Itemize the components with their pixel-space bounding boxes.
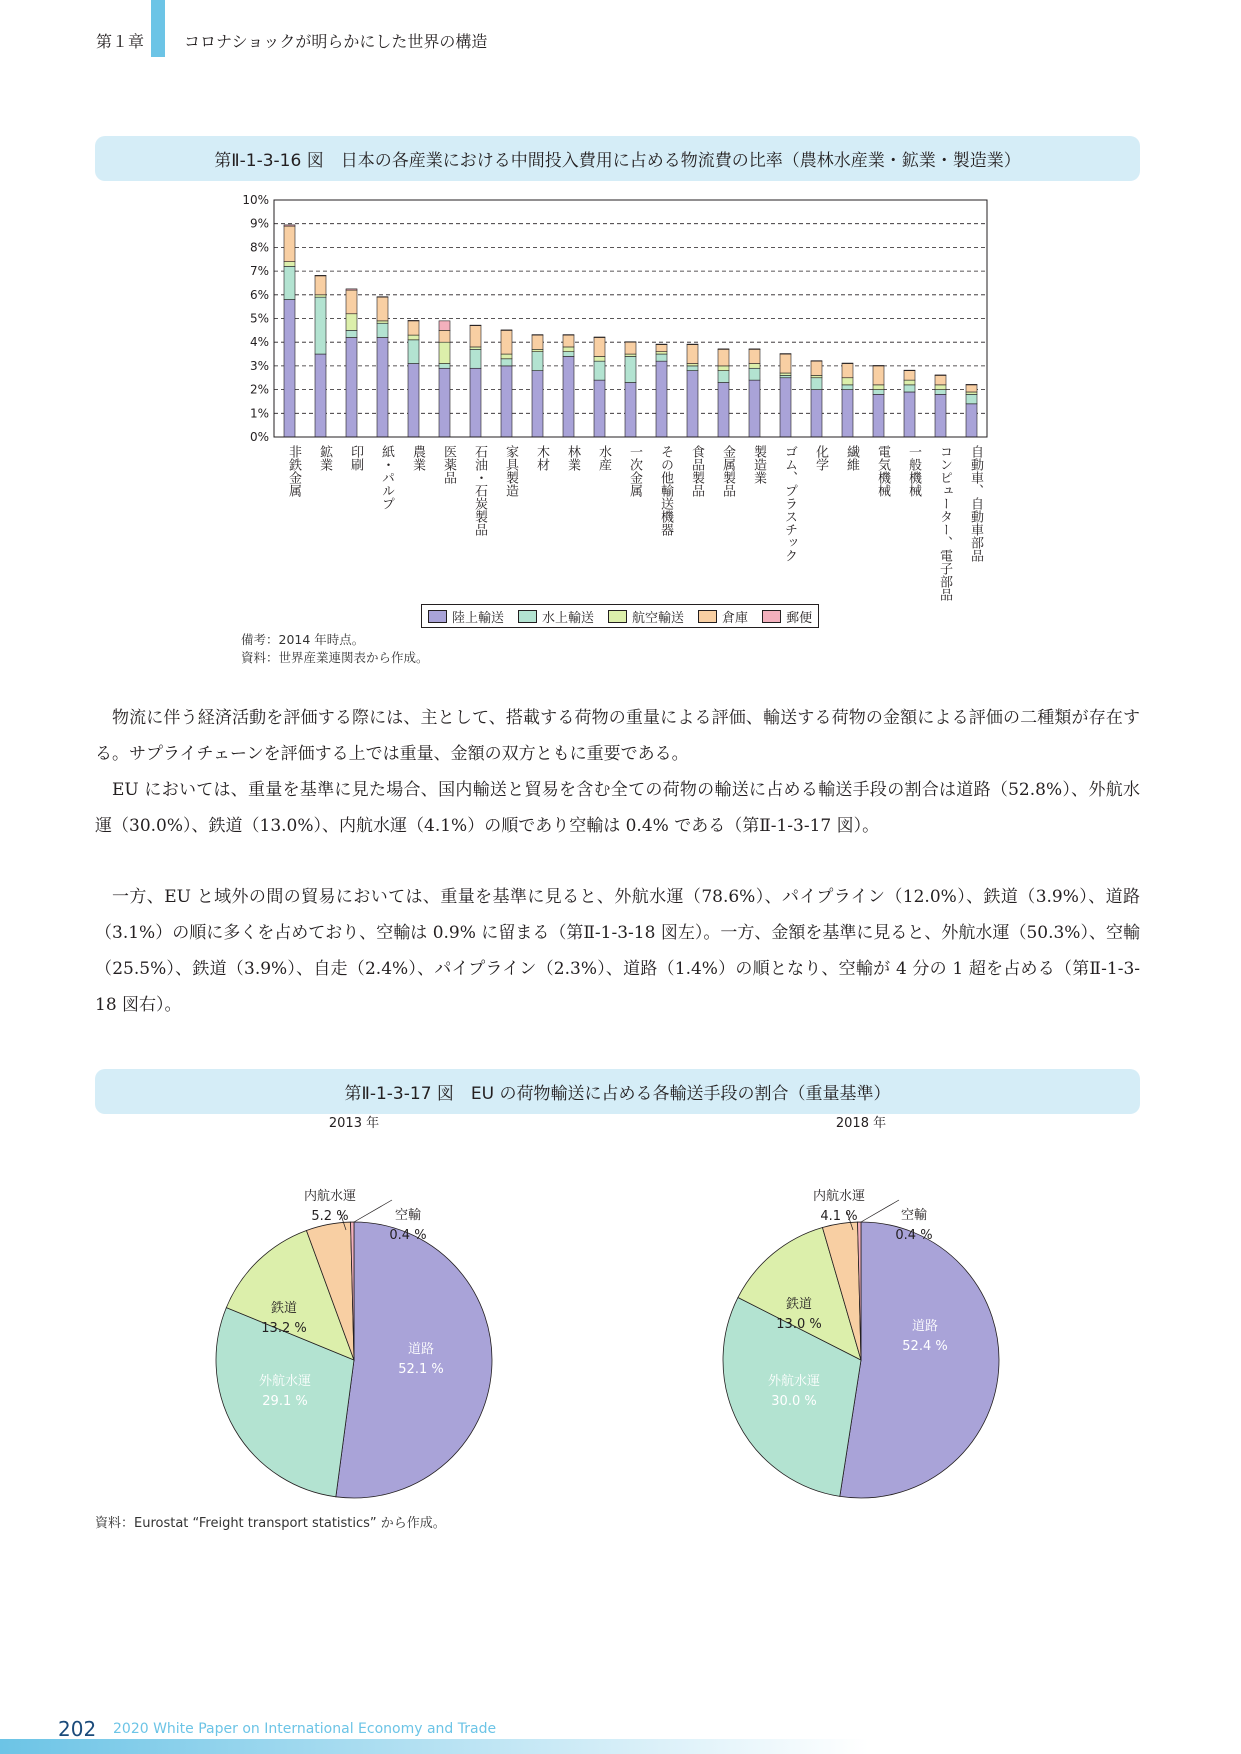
legend-item	[698, 607, 748, 626]
chapter-label: 第１章	[96, 32, 145, 51]
category-label: 印刷	[348, 445, 363, 471]
legend-label: 陸上輸送	[452, 610, 505, 626]
pie-slice-name: 外航水運	[258, 1374, 312, 1389]
paragraph-3: 一方、EU と域外の間の貿易においては、重量を基準に見ると、外航水運（78.6%）、パイプライン（12.0%）、鉄道（3.9%）、道路（3.1%）の順に多くを占めており、空輸は 0.9% に留まる（第Ⅱ-1-3-18 図左）。一方、金額を基準に見ると、外航水運（50.3%）、空輸（25.5%）、鉄道（3.9%）、自走（2.4%）、パイプライン（2.3%）、道路（1.4%）の順となり、空輸が 4 分の 1 超を占める（第Ⅱ-1-3-18 図右）。	[95, 887, 1140, 1015]
legend-label: 航空輸送	[632, 610, 685, 626]
category-label: 一次金属	[627, 445, 642, 497]
bar-segment	[749, 368, 760, 380]
bar-segment	[563, 352, 574, 357]
bar-segment	[284, 225, 295, 226]
bar-segment	[687, 345, 698, 364]
bar-segment	[625, 342, 636, 354]
pie-slice-value: 5.2 %	[311, 1209, 349, 1224]
legend-label: 郵便	[786, 610, 813, 626]
bar-segment	[346, 290, 357, 314]
bar-segment	[408, 340, 419, 364]
bar-segment	[873, 385, 884, 390]
bar-segment	[346, 289, 357, 290]
paragraph-2: EU においては、重量を基準に見た場合、国内輸送と貿易を含む全ての荷物の輸送に占める輸送手段の割合は道路（52.8%）、外航水運（30.0%）、鉄道（13.0%）、内航水運（4.1%）の順であり空輸は 0.4% である（第Ⅱ-1-3-17 図）。	[95, 780, 1140, 836]
bar-segment	[532, 371, 543, 437]
bar-chart	[0, 0, 1241, 660]
y-tick-label: 1%	[249, 406, 269, 421]
bar-segment	[439, 321, 450, 330]
bar-segment	[346, 330, 357, 337]
figure16-title: 第Ⅱ-1-3-16 図 日本の各産業における中間投入費用に占める物流費の比率（農林水産業・鉱業・製造業）	[95, 136, 1140, 181]
bar-segment	[749, 380, 760, 437]
pie-slice-name: 空輸	[900, 1208, 928, 1223]
bar-segment	[811, 361, 822, 375]
figure16-source: 資料：世界産業連関表から作成。	[241, 650, 429, 665]
bar-segment	[935, 375, 946, 384]
bar-segment	[563, 335, 574, 347]
bar-segment	[377, 323, 388, 337]
y-tick-label: 7%	[249, 264, 269, 279]
legend-label: 水上輸送	[542, 610, 595, 626]
pie-charts	[0, 1110, 1241, 1530]
pie-slice	[840, 1222, 999, 1498]
bar-segment	[842, 390, 853, 437]
y-tick-label: 9%	[249, 216, 269, 231]
bar-segment	[656, 352, 667, 354]
category-label: 食品製品	[689, 445, 704, 497]
bar-segment	[811, 390, 822, 437]
bar-segment	[470, 349, 481, 368]
bar-segment	[346, 337, 357, 437]
legend-label: 倉庫	[722, 610, 749, 626]
pie-slice-value: 4.1 %	[820, 1209, 858, 1224]
category-label: その他輸送機器	[658, 445, 673, 536]
legend-item	[608, 607, 684, 626]
bar-segment	[935, 390, 946, 395]
bar-segment	[594, 337, 605, 356]
footer-band	[0, 1739, 1241, 1754]
y-tick-label: 5%	[249, 311, 269, 326]
bar-segment	[625, 354, 636, 356]
bar-segment	[904, 385, 915, 392]
bar-segment	[346, 314, 357, 331]
bar-segment	[315, 354, 326, 437]
bar-segment	[470, 347, 481, 349]
y-tick-label: 0%	[249, 430, 269, 444]
bar-segment	[594, 361, 605, 380]
bar-segment	[439, 364, 450, 369]
category-label: 製造業	[751, 445, 766, 484]
bar-segment	[687, 364, 698, 366]
bar-segment	[377, 321, 388, 323]
category-label: 木材	[534, 445, 549, 471]
bar-segment	[811, 375, 822, 377]
bar-segment	[966, 394, 977, 403]
bar-segment	[656, 361, 667, 437]
pie-slice-name: 道路	[911, 1319, 939, 1334]
y-tick-label: 2%	[249, 382, 269, 397]
legend-item	[762, 607, 812, 626]
category-label: ゴム、プラスチック	[782, 445, 797, 562]
bar-segment	[284, 300, 295, 437]
legend-swatch	[518, 610, 537, 623]
legend-item	[518, 607, 594, 626]
bar-segment	[532, 352, 543, 371]
pie-slice-name: 鉄道	[785, 1297, 813, 1312]
paragraph-1: 物流に伴う経済活動を評価する際には、主として、搭載する荷物の重量による評価、輸送する荷物の金額による評価の二種類が存在する。サプライチェーンを評価する上では重量、金額の双方ともに重要である。	[95, 708, 1140, 764]
bar-segment	[966, 385, 977, 392]
bar-segment	[780, 375, 791, 377]
bar-segment	[935, 385, 946, 390]
bar-segment	[904, 371, 915, 380]
pie-slice-value: 0.4 %	[389, 1228, 427, 1243]
pie-slice-value: 29.1 %	[262, 1394, 308, 1409]
category-label: 家具製造	[503, 445, 518, 497]
legend-swatch	[698, 610, 717, 623]
category-label: 非鉄金属	[286, 445, 301, 497]
bar-segment	[532, 335, 543, 349]
category-label: 水産	[596, 445, 611, 471]
bar-segment	[501, 330, 512, 354]
bar-segment	[780, 373, 791, 375]
bar-segment	[284, 262, 295, 267]
bar-segment	[501, 359, 512, 366]
bar-segment	[377, 337, 388, 437]
bar-segment	[718, 382, 729, 437]
bar-segment	[811, 378, 822, 390]
legend-swatch	[608, 610, 627, 623]
category-label: 繊維	[844, 445, 859, 471]
bar-segment	[625, 382, 636, 437]
bar-segment	[904, 392, 915, 437]
bar-segment	[439, 368, 450, 437]
bar-segment	[625, 356, 636, 382]
figure17-title: 第Ⅱ-1-3-17 図 EU の荷物輸送に占める各輸送手段の割合（重量基準）	[95, 1069, 1140, 1114]
category-label: 自動車、自動車部品	[968, 445, 983, 562]
bar-segment	[656, 354, 667, 361]
pie-slice-value: 13.0 %	[776, 1317, 822, 1332]
bar-segment	[935, 394, 946, 437]
bar-segment	[904, 380, 915, 385]
bar-segment	[780, 354, 791, 373]
bar-segment	[780, 378, 791, 437]
pie-slice-value: 52.1 %	[398, 1362, 444, 1377]
category-label: 農業	[410, 445, 425, 471]
pie-slice-value: 52.4 %	[902, 1339, 948, 1354]
bar-segment	[470, 368, 481, 437]
y-tick-label: 6%	[249, 287, 269, 302]
bar-segment	[284, 226, 295, 262]
bar-segment	[966, 404, 977, 437]
bar-segment	[470, 326, 481, 347]
pie-slice-name: 道路	[407, 1342, 435, 1357]
bar-segment	[594, 380, 605, 437]
bar-segment	[873, 390, 884, 395]
bar-segment	[563, 356, 574, 437]
bar-segment	[842, 364, 853, 378]
figure16-note: 備考：2014 年時点。	[241, 632, 365, 647]
bar-segment	[315, 276, 326, 295]
category-label: 紙・パルプ	[379, 445, 394, 510]
pie-slice-name: 内航水運	[812, 1189, 866, 1204]
category-label: 一般機械	[906, 445, 921, 497]
bar-segment	[532, 349, 543, 351]
bar-segment	[718, 371, 729, 383]
bar-segment	[656, 345, 667, 352]
pie-slice-name: 鉄道	[270, 1301, 298, 1316]
category-label: 化学	[813, 445, 828, 471]
leader-line	[354, 1200, 392, 1222]
chart-legend	[421, 604, 819, 628]
pie-slice	[336, 1222, 492, 1498]
pie-slice-value: 30.0 %	[771, 1394, 817, 1409]
bar-segment	[408, 321, 419, 335]
page-number: 202	[58, 1717, 97, 1741]
figure17-source: 資料：Eurostat “Freight transport statistics” から作成。	[95, 1516, 446, 1531]
bar-segment	[842, 385, 853, 390]
legend-swatch	[762, 610, 781, 623]
pie-title: 2013 年	[328, 1116, 380, 1131]
y-tick-label: 4%	[249, 335, 269, 350]
bar-segment	[687, 366, 698, 371]
y-tick-label: 3%	[249, 358, 269, 373]
y-tick-label: 8%	[249, 240, 269, 255]
bar-segment	[408, 335, 419, 340]
category-label: 石油・石炭製品	[472, 445, 487, 536]
bar-segment	[873, 394, 884, 437]
bar-segment	[749, 364, 760, 369]
bar-segment	[749, 349, 760, 363]
chapter-title: コロナショックが明らかにした世界の構造	[184, 32, 488, 51]
legend-item	[428, 607, 504, 626]
bar-segment	[501, 366, 512, 437]
leader-line	[861, 1200, 899, 1222]
bar-segment	[718, 349, 729, 366]
category-label: 電気機械	[875, 445, 890, 497]
pie-slice-value: 13.2 %	[261, 1321, 307, 1336]
category-label: コンピューター、電子部品	[937, 445, 952, 601]
bar-segment	[718, 366, 729, 371]
legend-swatch	[428, 610, 447, 623]
pie-slice-name: 空輸	[394, 1208, 422, 1223]
bar-segment	[377, 297, 388, 321]
bar-segment	[315, 297, 326, 354]
y-tick-label: 10%	[242, 193, 269, 207]
pie-title: 2018 年	[835, 1116, 887, 1131]
bar-segment	[284, 266, 295, 299]
bar-segment	[594, 356, 605, 361]
bar-segment	[563, 347, 574, 352]
bar-segment	[873, 366, 884, 385]
category-label: 医薬品	[441, 445, 456, 484]
bar-segment	[966, 392, 977, 394]
bar-segment	[439, 342, 450, 363]
bar-segment	[842, 378, 853, 385]
category-label: 林業	[565, 445, 580, 471]
pie-slice-name: 内航水運	[303, 1189, 357, 1204]
bar-segment	[315, 295, 326, 297]
bar-segment	[687, 371, 698, 437]
category-label: 鉱業	[317, 445, 332, 471]
bar-segment	[439, 330, 450, 342]
bar-segment	[408, 364, 419, 437]
pie-slice-name: 外航水運	[767, 1374, 821, 1389]
pie-slice-value: 0.4 %	[895, 1228, 933, 1243]
bar-segment	[501, 354, 512, 359]
footer-title: 2020 White Paper on International Economy and Trade	[113, 1721, 497, 1737]
category-label: 金属製品	[720, 445, 735, 497]
